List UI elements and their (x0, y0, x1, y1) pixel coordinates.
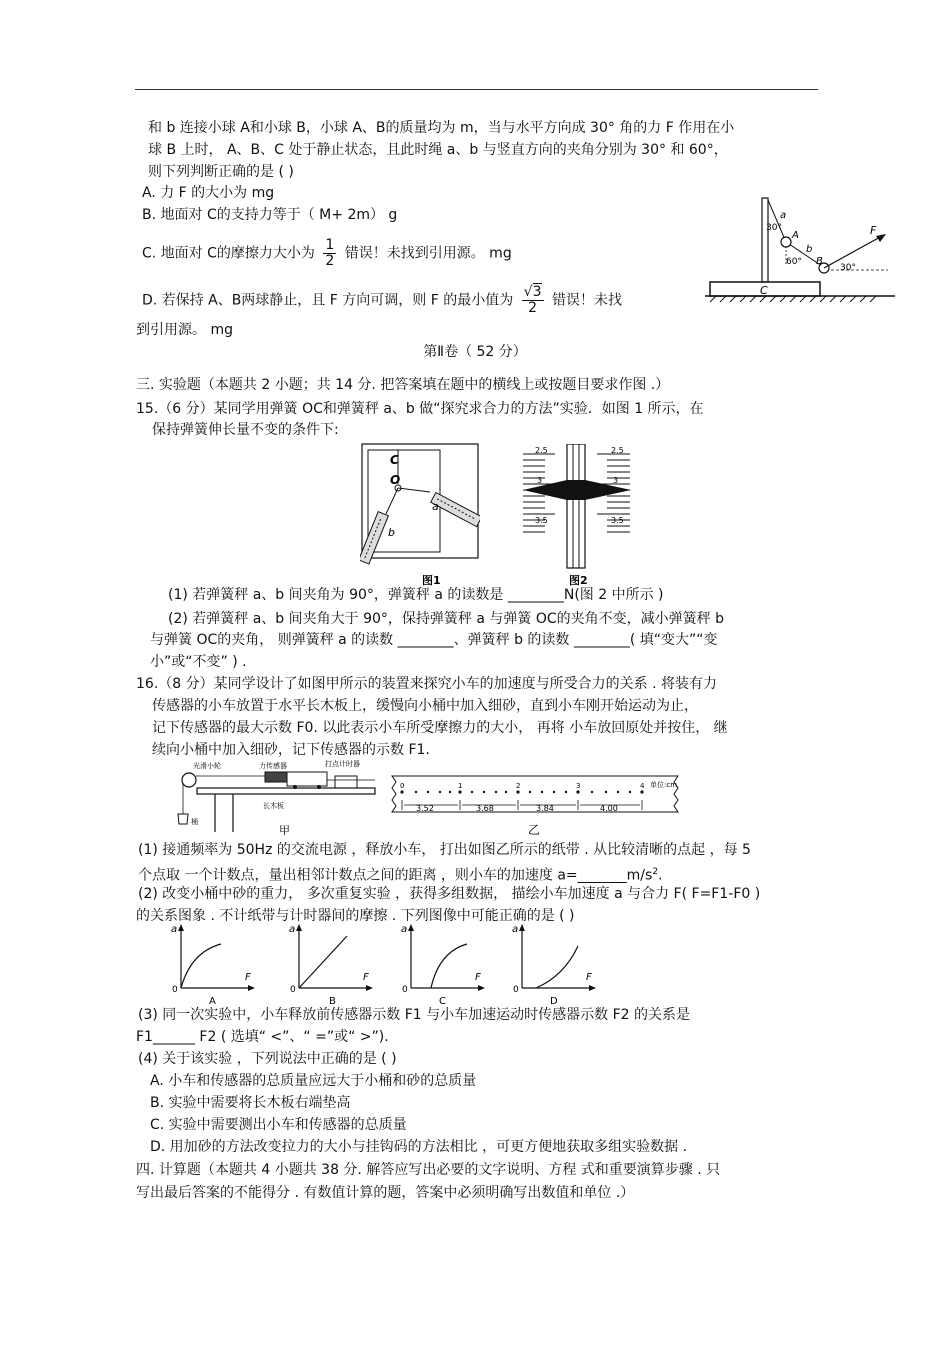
section3-heading: 三. 实验题（本题共 2 小题；共 14 分. 把答案填在题中的横线上或按题目要求作图 .） (136, 377, 670, 393)
graph-letter: C (439, 996, 446, 1007)
axis-label-f: F (475, 972, 481, 983)
pulley-icon (182, 773, 196, 787)
q16-part4: (4) 关于该实验 ，下列说法中正确的是 ( ) (138, 1051, 397, 1067)
axis-label-a: a (401, 924, 408, 935)
curve (431, 944, 467, 988)
graph-a (165, 922, 265, 1008)
q16-part1-line2-text: 个点取 一个计数点，量出相邻计数点之间的距离 ，则小车的加速度 a=_______m/s (138, 867, 653, 884)
axis-label-a: a (512, 924, 519, 935)
fraction-denominator: 2 (325, 253, 335, 269)
figure-jia (175, 758, 380, 838)
unit-superscript: 2 (652, 867, 659, 877)
sqrt-radicand: 3 (532, 284, 542, 300)
section4-heading-line2: 写出最后答案的不能得分 . 有数值计算的题，答案中必须明确写出数值和单位 .） (136, 1185, 635, 1201)
axis-label-f: F (586, 972, 592, 983)
q16-line2: 传感器的小车放置于水平长木板上，缓慢向小桶中加入细砂，直到小车刚开始运动为止， (152, 698, 698, 714)
q14-stem-line2: 球 B 上时， A、B、C 处于静止状态，且此时绳 a、b 与竖直方向的夹角分别为 30° 和 60°， (148, 142, 728, 158)
label-force: F (870, 224, 877, 237)
tick-label-right-3-5: 3.5 (611, 516, 624, 525)
curve (536, 946, 578, 988)
fraction-denominator: 2 (528, 300, 538, 316)
q16-line1: 16.（8 分）某同学设计了如图甲所示的装置来探究小车的加速度与所受合力的关系 . 将装有力 (136, 676, 717, 692)
count-4: 4 (640, 782, 645, 790)
count-1: 1 (458, 782, 463, 790)
curve (181, 944, 221, 988)
cart-wheel-right (317, 785, 321, 789)
label-pulley: 光滑小轮 (193, 762, 221, 770)
cart-wheel-left (293, 785, 297, 789)
x-arrow-icon (248, 985, 255, 991)
q16-part1-line1: (1) 接通频率为 50Hz 的交流电源 ，释放小车， 打出如图乙所示的纸带 . 从比较清晰的点起 ，每 5 (138, 842, 751, 858)
angle-label-60: 60° (786, 257, 802, 267)
spring-scale-b (360, 512, 388, 564)
x-arrow-icon (478, 985, 485, 991)
q16-part1-line2-end: . (658, 867, 663, 884)
q15-sub1: (1) 若弹簧秤 a、b 间夹角为 90°，弹簧秤 a 的读数是 ________N(图 2 中所示 ) (168, 587, 664, 603)
graph-letter: D (550, 996, 558, 1007)
origin-label: 0 (402, 985, 408, 995)
q16-part4-option-d: D. 用加砂的方法改变拉力的大小与挂钩码的方法相比 ，可更方便地获取多组实验数据 . (150, 1139, 688, 1155)
x-arrow-icon (589, 985, 596, 991)
fig1-label-a: a (432, 500, 439, 513)
tick-label-right-3: 3 (613, 476, 619, 485)
origin-label: 0 (513, 985, 519, 995)
q14-option-d-text: D. 若保持 A、B两球静止，且 F 方向可调，则 F 的最小值为 (142, 292, 514, 309)
label-sensor: 力传感器 (259, 762, 287, 770)
q15-sub2-line3: 小”或“不变” ) . (150, 654, 247, 670)
q14-option-d (142, 285, 622, 316)
y-arrow-icon (296, 924, 302, 931)
q14-figure (700, 190, 900, 310)
graph-letter: B (329, 996, 336, 1007)
graph-c (395, 922, 495, 1008)
figure-yi-tape (388, 770, 683, 842)
fraction-sqrt3-half (522, 285, 544, 316)
q14-option-d-tail: 错误！未找 (551, 292, 622, 309)
axis-label-f: F (363, 972, 369, 983)
graph-letter: A (209, 996, 216, 1007)
fig2-caption: 图2 (569, 574, 588, 587)
fig1-caption: 图1 (422, 574, 441, 587)
distance-1: 3.52 (416, 804, 434, 813)
count-3: 3 (576, 782, 581, 790)
label-timer: 打点计时器 (325, 760, 360, 768)
tape-outline (392, 776, 678, 812)
arrow-head-icon (876, 234, 886, 242)
fraction-one-half (323, 238, 336, 269)
label-ball-b: B (816, 256, 823, 267)
origin-label: 0 (172, 985, 178, 995)
x-arrow-icon (366, 985, 373, 991)
cart (287, 772, 327, 786)
part2-title: 第Ⅱ卷（ 52 分） (423, 344, 527, 360)
y-arrow-icon (408, 924, 414, 931)
origin-label: 0 (290, 985, 296, 995)
y-arrow-icon (519, 924, 525, 931)
long-board (197, 788, 375, 794)
ball-a (781, 237, 791, 247)
q15-line1: 15.（6 分）某同学用弹簧 OC和弹簧秤 a、b 做“探究求合力的方法”实验．如图 1 所示，在 (136, 401, 704, 417)
figure-1 (360, 442, 480, 590)
q16-part3-line1: (3) 同一次实验中，小车释放前传感器示数 F1 与小车加速运动时传感器示数 F2 的关系是 (138, 1007, 690, 1023)
scale-body (567, 444, 585, 568)
angle-label-30: 30° (766, 223, 782, 233)
rope-a (768, 200, 786, 242)
fig1-label-b: b (388, 526, 395, 539)
label-rope-a: a (780, 210, 787, 221)
vertical-post (762, 198, 768, 282)
q16-part1-line2 (138, 862, 663, 886)
distance-2: 3.68 (476, 804, 494, 813)
q16-part3-line2: F1______ F2 ( 选填“ <”、“ =”或“ >”). (136, 1029, 389, 1045)
tick-label-left-3-5: 3.5 (535, 516, 548, 525)
axis-label-f: F (245, 972, 251, 983)
tick-label-left-3: 3 (537, 476, 543, 485)
q14-option-a: A. 力 F 的大小为 mg (142, 185, 275, 201)
fraction-numerator: 1 (325, 237, 335, 253)
q15-sub2-line2: 与弹簧 OC的夹角， 则弹簧秤 a 的读数 ________、弹簧秤 b 的读数 ________( 填“变大”“变 (150, 632, 718, 648)
q15-sub2-line1: (2) 若弹簧秤 a、b 间夹角大于 90°，保持弹簧秤 a 与弹簧 OC的夹角不变，减小弹簧秤 b (168, 611, 724, 627)
caption-jia: 甲 (279, 824, 290, 837)
figure-2 (515, 444, 640, 590)
label-ball-a: A (792, 230, 799, 241)
fig1-frame (362, 444, 478, 558)
q16-part2-line1: (2) 改变小桶中砂的重力， 多次重复实验 ，获得多组数据， 描绘小车加速度 a 与合力 F( F=F1-F0 ) (138, 886, 761, 902)
rope-to-b (386, 488, 398, 514)
fraction-numerator: √3 (523, 284, 542, 300)
q15-line2: 保持弹簧伸长量不变的条件下: (152, 422, 339, 438)
label-rope-b: b (806, 244, 813, 255)
q16-part4-option-b: B. 实验中需要将长木板右端垫高 (150, 1095, 351, 1111)
fig1-label-c: C (390, 453, 399, 467)
y-arrow-icon (178, 924, 184, 931)
line (299, 936, 347, 988)
graph-b (283, 922, 383, 1008)
unit-label: 单位:cm (650, 781, 678, 789)
count-2: 2 (516, 782, 521, 790)
distance-4: 4.00 (600, 804, 618, 813)
label-board: 长木板 (263, 802, 284, 810)
graph-d (506, 922, 606, 1008)
q14-option-c (142, 238, 512, 269)
q16-line3: 记下传感器的最大示数 F0. 以此表示小车所受摩擦力的大小， 再将 小车放回原处并按住， 继 (152, 720, 728, 736)
bucket-icon (178, 814, 188, 824)
force-sensor (265, 772, 287, 782)
q14-option-d-line2: 到引用源。 mg (136, 322, 233, 338)
tape-dots (400, 790, 643, 793)
header-rule (135, 89, 818, 90)
count-0: 0 (400, 782, 405, 790)
tick-label-left-2-5: 2.5 (535, 446, 548, 455)
q14-stem-line3: 则下列判断正确的是 ( ) (148, 164, 294, 180)
axis-label-a: a (171, 924, 178, 935)
q14-option-c-text: C. 地面对 C的摩擦力大小为 (142, 245, 315, 262)
caption-yi: 乙 (528, 823, 541, 837)
tick-label-right-2-5: 2.5 (611, 446, 624, 455)
q14-stem-line1: 和 b 连接小球 A和小球 B，小球 A、B的质量均为 m，当与水平方向成 30° 角的力 F 作用在小 (148, 120, 735, 136)
q14-option-c-tail: 错误！未找到引用源。 mg (344, 245, 512, 262)
q16-part2-line2: 的关系图象 . 不计纸带与计时器间的摩擦 . 下列图像中可能正确的是 ( ) (136, 908, 575, 924)
angle-label-30-force: 30° (840, 263, 856, 273)
ground-hatch (710, 296, 876, 302)
label-c: C (760, 284, 768, 297)
fig1-label-o: O (390, 473, 401, 487)
q16-part4-option-c: C. 实验中需要测出小车和传感器的总质量 (150, 1117, 407, 1133)
distance-3: 3.84 (536, 804, 554, 813)
axis-label-a: a (289, 924, 296, 935)
rope-to-a (398, 488, 430, 492)
q16-part4-option-a: A. 小车和传感器的总质量应远大于小桶和砂的总质量 (150, 1073, 477, 1089)
section4-heading-line1: 四. 计算题（本题共 4 小题共 38 分. 解答应写出必要的文字说明、方程 式和重要演算步骤 . 只 (136, 1162, 721, 1178)
label-bucket: 桶 (191, 818, 198, 826)
q16-line4: 续向小桶中加入细砂，记下传感器的示数 F1. (152, 742, 430, 758)
ticker-timer (335, 776, 357, 788)
q14-option-b: B. 地面对 C的支持力等于（ M+ 2m） g (142, 207, 398, 223)
